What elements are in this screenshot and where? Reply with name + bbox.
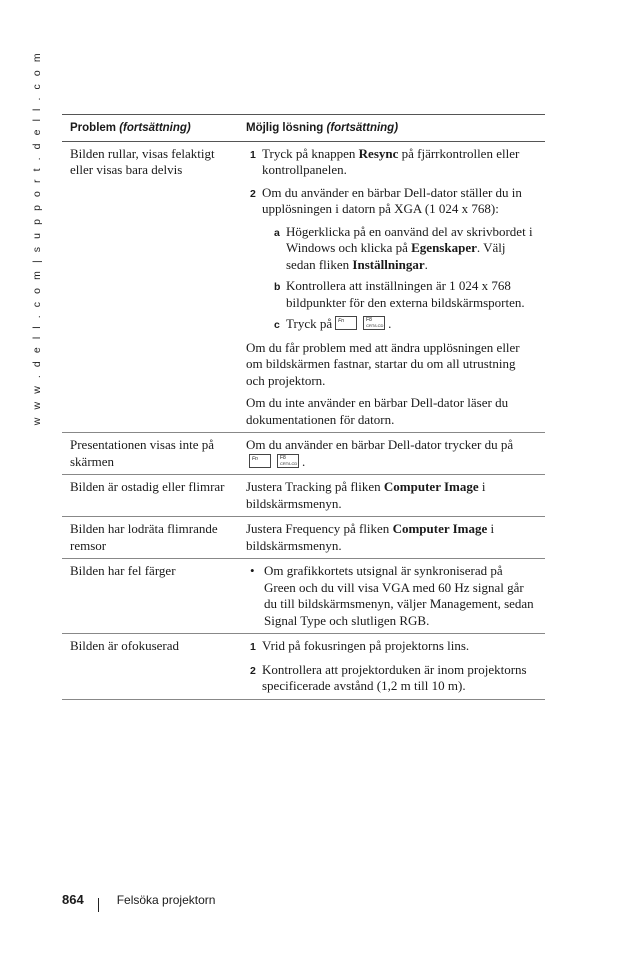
table-row	[62, 517, 545, 559]
fn-key-icon	[335, 316, 357, 330]
solution-cell	[238, 475, 545, 517]
step-text	[262, 146, 537, 179]
page-number: 864	[62, 892, 84, 907]
footer-separator	[98, 898, 99, 912]
step-item	[246, 185, 537, 334]
table-row	[62, 141, 545, 433]
header-problem-note: (fortsättning)	[119, 122, 191, 134]
sub-step-item	[262, 316, 537, 334]
problem-cell: Bilden är ofokuserad	[62, 634, 238, 700]
section-title: Felsöka projektorn	[116, 892, 216, 907]
page-footer	[62, 892, 215, 907]
solution-paragraph: Om du får problem med att ändra upplösningen eller om bildskärmen fastnar, startar du om all utrustning och projektorn.	[246, 339, 520, 388]
step-number: 1	[250, 148, 256, 161]
f8-key-label: F8	[280, 454, 286, 461]
sub-step-marker: a	[274, 226, 280, 239]
installningar-term: Inställningar	[352, 256, 425, 272]
sub-step-item	[262, 224, 537, 274]
solution-cell	[238, 559, 545, 634]
sub-text-part: Högerklicka på en oanvänd del av skrivbordet i Windows och klicka på	[286, 223, 533, 255]
solution-cell	[238, 141, 545, 433]
table-row	[62, 433, 545, 475]
problem-cell: Bilden har lodräta flimrande remsor	[62, 517, 238, 559]
fn-key-icon	[249, 454, 271, 468]
step-number: 2	[250, 187, 256, 200]
solution-paragraph: Om du inte använder en bärbar Dell-dator läser du dokumentationen för datorn.	[246, 395, 509, 427]
solution-cell	[238, 433, 545, 475]
step-number: 2	[250, 664, 256, 677]
step-number: 1	[250, 641, 256, 653]
solution-text: i bildskärmsmenyn.	[246, 479, 486, 511]
sub-text-part: . Välj sedan fliken	[286, 240, 506, 272]
fn-key-label: Fn	[252, 455, 258, 462]
solution-text: i bildskärmsmenyn.	[246, 521, 495, 553]
side-url-text: w w w . d e l l . c o m | s u p p o r t . d e l l . c o m	[31, 50, 44, 426]
solution-text: Justera Tracking på fliken	[246, 479, 384, 494]
solution-text: .	[302, 453, 306, 469]
header-problem	[62, 115, 238, 142]
sub-text-part: Tryck på	[286, 316, 333, 331]
sub-step-marker: b	[274, 281, 281, 293]
solution-cell	[238, 634, 545, 700]
step-text: Kontrollera att projektorduken är inom projektorns specificerade avstånd (1,2 m till 10 m).	[262, 661, 527, 693]
step-item	[246, 638, 537, 656]
sub-steps	[262, 224, 537, 334]
step-item	[246, 662, 537, 695]
header-solution-label: Möjlig lösning	[246, 122, 324, 134]
f8-key-label: F8	[366, 317, 372, 323]
step-text: Vrid på fokusringen på projektorns lins.	[262, 638, 470, 653]
step-content	[262, 185, 537, 334]
table-row	[62, 475, 545, 517]
resync-term: Resync	[358, 145, 399, 161]
crt-lcd-key-label: CRT/LCD	[280, 460, 298, 466]
computer-image-term: Computer Image	[383, 479, 479, 494]
problem-cell: Bilden rullar, visas felaktigt eller visas bara delvis	[62, 141, 238, 433]
sub-step-text	[286, 224, 537, 274]
table-header-row	[62, 115, 545, 142]
sub-step-item	[262, 278, 537, 311]
fn-key-label: Fn	[338, 318, 344, 324]
sub-step-text	[286, 316, 391, 334]
header-solution-note: (fortsättning)	[326, 122, 399, 134]
crt-lcd-key-label: CRT/LCD	[366, 323, 384, 328]
solution-cell	[238, 517, 545, 559]
step-item	[246, 146, 537, 179]
sub-text-part: .	[388, 316, 392, 331]
sub-text-part: .	[424, 256, 428, 272]
f8-crt-lcd-key-icon	[363, 316, 385, 330]
step-text-part: på fjärrkontrollen eller kontrollpanelen.	[262, 145, 520, 177]
f8-crt-lcd-key-icon	[277, 454, 299, 468]
troubleshooting-table	[62, 114, 545, 700]
header-solution	[238, 115, 545, 142]
step-text-part: Tryck på knappen	[262, 145, 359, 161]
header-problem-label: Problem	[70, 122, 117, 134]
sub-step-marker: c	[274, 319, 280, 331]
solution-text: Justera Frequency på fliken	[246, 521, 393, 536]
problem-cell: Bilden har fel färger	[62, 559, 238, 634]
solution-text: Om du använder en bärbar Dell-dator trycker du på	[246, 437, 514, 452]
sub-step-text: Kontrollera att inställningen är 1 024 x 768 bildpunkter för den externa bildskärmsporten.	[286, 278, 525, 310]
bullet-text: Om grafikkortets utsignal är synkroniserad på Green och du vill visa VGA med 60 Hz signal går du till bildskärmsmenyn, väljer Management, sedan Signal Type och slutligen RGB.	[264, 563, 534, 628]
bullet-item	[246, 563, 537, 629]
egenskaper-term: Egenskaper	[411, 240, 477, 255]
table-row	[62, 634, 545, 700]
problem-cell: Bilden är ostadig eller flimrar	[62, 475, 238, 517]
side-url	[30, 50, 44, 426]
table-row	[62, 559, 545, 634]
problem-cell: Presentationen visas inte på skärmen	[62, 433, 238, 475]
step-text: Om du använder en bärbar Dell-dator ställer du in upplösningen i datorn på XGA (1 024 x 768):	[262, 184, 522, 216]
computer-image-term: Computer Image	[392, 521, 488, 536]
solution-steps	[246, 146, 537, 334]
bullet-marker: •	[250, 563, 255, 578]
